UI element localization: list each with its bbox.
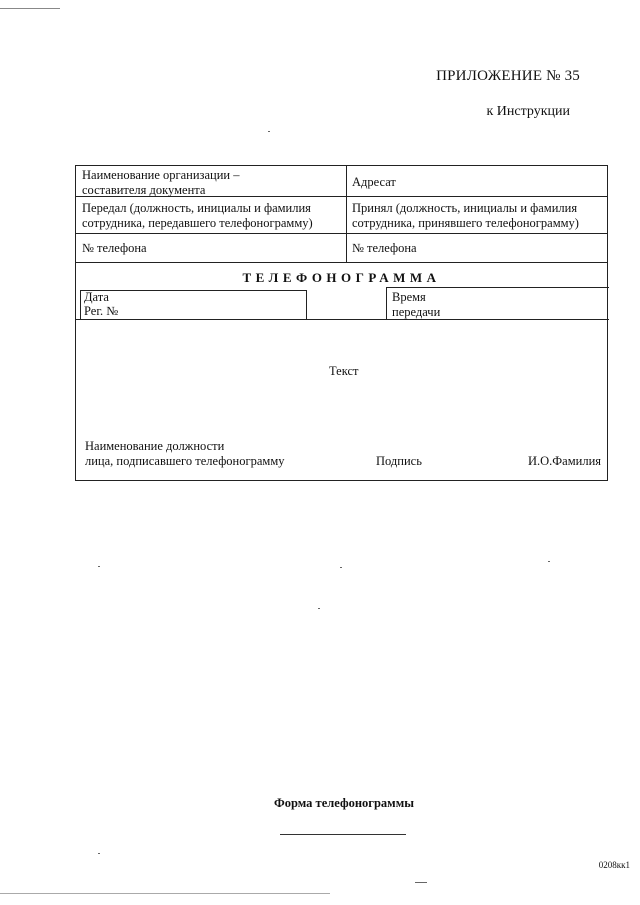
scan-dot	[548, 561, 550, 562]
annex-subtitle: к Инструкции	[486, 104, 570, 119]
sender-label-line2: сотрудника, передавшего телефонограмму)	[82, 216, 313, 230]
date-label: Дата	[84, 290, 109, 304]
signature-label: Подпись	[376, 454, 422, 468]
form-caption: Форма телефонограммы	[274, 796, 414, 810]
text-label: Текст	[329, 364, 359, 378]
document-code: 0208кк1	[598, 860, 630, 870]
grid-divider	[346, 166, 347, 262]
org-label-line1: Наименование организации –	[82, 168, 240, 182]
time-box	[386, 287, 609, 320]
sender-label	[82, 201, 313, 231]
telephonogram-form	[75, 165, 608, 481]
grid-line	[76, 233, 607, 234]
org-label-line2: составителя документа	[82, 183, 206, 197]
scan-mark-bottom	[0, 893, 330, 894]
receiver-label-line2: сотрудника, принявшего телефонограмму)	[352, 216, 579, 230]
scan-dot	[268, 131, 270, 132]
scan-dot	[98, 566, 100, 567]
scan-dot	[415, 882, 427, 883]
telephonogram-title: ТЕЛЕФОНОГРАММА	[242, 270, 441, 285]
scan-mark-top	[0, 8, 60, 9]
date-reg-box	[80, 290, 307, 320]
org-label	[82, 168, 239, 198]
sender-label-line1: Передал (должность, инициалы и фамилия	[82, 201, 311, 215]
caption-underline	[280, 834, 406, 835]
phone-left-label: № телефона	[82, 241, 147, 255]
position-label-line1: Наименование должности	[85, 439, 225, 453]
scan-dot	[98, 853, 100, 854]
annex-title: ПРИЛОЖЕНИЕ № 35	[436, 68, 580, 84]
time-label-line2: передачи	[392, 305, 441, 319]
grid-line	[76, 262, 607, 263]
time-label-line1: Время	[392, 290, 426, 304]
reg-label: Рег. №	[84, 304, 119, 318]
position-label-line2: лица, подписавшего телефонограмму	[85, 454, 285, 468]
scan-dot	[340, 567, 342, 568]
phone-right-label: № телефона	[352, 241, 417, 255]
name-label: И.О.Фамилия	[528, 454, 602, 468]
receiver-label-line1: Принял (должность, инициалы и фамилия	[352, 201, 578, 215]
addressee-label: Адресат	[352, 175, 396, 189]
receiver-label	[352, 201, 579, 231]
scan-dot	[318, 608, 320, 609]
position-label	[85, 439, 284, 469]
